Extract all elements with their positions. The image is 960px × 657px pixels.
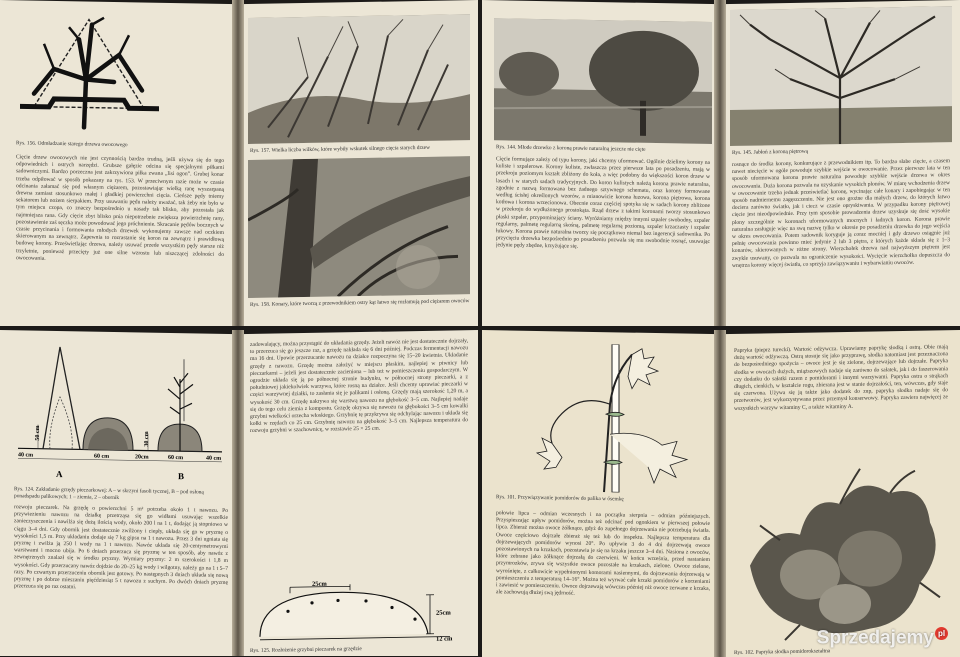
right-page xyxy=(240,0,478,326)
spread-crown-forms xyxy=(482,0,960,326)
photo-tree-sprouts xyxy=(248,14,470,144)
mushroom-bed-drawing xyxy=(8,336,232,490)
dim-label: 12 cm xyxy=(436,635,453,643)
body-text: rozwoju pieczarek. Na grzędę o powierzchni 5 m² potrzeba około 1 t nawozu. Po przywiezieniu nawozu na działkę przetrząsa się go widłami usuwając wszelkie zanieczyszczenia i nawilża się dużą ilością wody, około 200 l na 1 t, dodając ją stopniowo w ciągu 3–4 dni. Gdy obornik jest dostatecznie zwilżony i ciepły, układa się go w pryzmę o wysokości 1,5 m. Przy układaniu dodaje się 7 kg gipsu na 1 t nawozu. Przez 3 dni ugniata się pryzmę i zwilża ją 250 l wody na 1 t nawozu. Nawóz układa się 20-centymetrowymi warstwami i mocno ubija. Po 6 dniach przerzuca się pryzmę w ten sposób, aby nawóz z zewnętrznych znalazł się w środku pryzmy. Wymiary pryzmy: 2 m szerokości i 1,8 m wysokości. Gdy przerzucany nawóz dojdzie do 20–25 kg wody i wilgotny, należy go na 1 t 5–7 razy. Po czwartym przerzuceniu obornik jest gotowy. Po następnych 3 dniach układa się nową pryzmę i po dobrze mieszaniu pięćdziesiąt 5 t nawozu z suchym. Po dwóch dniach pryzmę przerzuca się po raz ostatni. xyxy=(14,504,228,591)
figure-caption: Rys. 125. Rozłożenie grzybni pieczarek na grzędzie xyxy=(250,646,362,654)
photo-tiered-apple-tree-svg xyxy=(730,6,952,146)
tomato-tying-svg xyxy=(492,342,714,494)
figure-caption: Rys. 144. Młode drzewko z koroną prawie naturalną jeszcze nie cięte xyxy=(496,144,646,153)
spread-mushroom-beds xyxy=(0,330,478,656)
photo-broken-branches xyxy=(248,156,470,298)
right-page xyxy=(722,330,960,657)
right-page xyxy=(240,330,478,656)
photo-broken-branches-svg xyxy=(248,156,470,298)
book-gutter xyxy=(232,330,244,656)
photo-young-tree xyxy=(494,18,712,144)
dim-label: 60 cm xyxy=(94,453,110,460)
figure-caption: Rys. 145. Jabłoń z koroną piętrową xyxy=(732,148,808,156)
dim-label: 25cm xyxy=(312,580,327,588)
figure-caption: Rys. 124. Zakładanie grzędy pieczarkowej: A – w skrzyni fasoli tycznej, B – pod osłoną ponadspadu palikowych; 1 – ziemia, 2 – obornik xyxy=(14,486,204,501)
photo-sweet-pepper xyxy=(740,462,948,648)
mushroom-bed-svg xyxy=(8,336,232,490)
tomato-tying-drawing xyxy=(492,342,714,494)
photo-tree-sprouts-svg xyxy=(248,14,470,144)
dim-label: 50 cm xyxy=(35,425,41,441)
dim-label: 40 cm xyxy=(205,455,222,462)
body-text: zadowalający, można przystąpić do układania grzędy. Jeżeli nawóz nie jest dostatecznie dojrzały, to przerzuca się go jeszcze raz, a grzędę nakłada się 6 dni później. Podczas fermentacji nawozu ma 16 dni. Upowie przerzucanie nawozu na działce rozpoczyna się 15–20 kwietnia. Układanie grzędy z nawozu. Grzędę można założyć w miejscu płaskim, najlepiej w piwnicy lub pieczarkarni – jeżeli jest dostatecznie zacieniona – lub też w pomieszczeniu gospodarczym. W ogrodzie układa się ją po północnej stronie budynku, w północnej strony pieczarki, a z południowej jakiekolwiek warzywa, które rosną na działce. Jeśli chcemy uprawiać pieczarki w części warzywnej działki, to zasłania się je palikami i osłoną. Grzędy mają szerokość 1,20 m, a wysokość 30 cm. Grzędę nakrywa się warstwą nawozu na głębokość 3–5 cm. Najlepiej nadaje się do tego celu ziemia z kompostu. Grzędę okrywa się nawozu na głębokości 3–5 cm kowalki grzybni wielkości orzecha włoskiego. Grzybnię tę przykrywa się odchylając nawozu i układa się kołki w rzędach co 25 cm. Grzybnię nawozu na głębokość 3–5 cm. Najlepsza temperatura do rozwoju grzybni w szachownicę, w rozstawie 25 × 25 cm. xyxy=(250,338,468,435)
spread-tomatoes-peppers xyxy=(482,330,960,657)
left-page xyxy=(0,330,236,656)
mycelium-bed-svg xyxy=(250,578,472,650)
body-text: Cięcie drzew owocowych nie jest czynnością bardzo trudną, jeśli używa się do tego odpowiednich i ostrych narzędzi. Grubsze gałęzie odcina się specjalnymi piłkami sadowniczymi. Bardzo porzeczna jest zakrzywiona piłka zwana „lisi ogon”. Grubej konar trzeba odpiłować w sposób pokazany na rys. 153. W przeciwnym razie może w czasie odcinania załamać się pod własnym ciężarem, pozostawiając wielką ranę wyszarpaną drewna zamiast stosunkowo małej i gładkiej powierzchni cięcia. Cieńsze pędy tniemy sekatorem lub nożem sierpakiem. Przy usuwaniu pędu należy uważać, tak żeby nie było w tym miejscu czopa, co znaczy bezpośrednio u nasady tak blisko, aby pozostała jak najmniejsza rana. Gdy cięcie zbyt blisko pnia niepotrzebnie zwiększa powierzchnię rany, pozostawienie zaś sęczka może powodować jego próchnienie. Skracanie pędów bocznych w czasie przycinania i formowania młodych drzewek wykonujemy zawsze nad oczkiem skierowanym na zewnątrz. Zapewnia to rozrastanie się koron na zewnątrz i prawidłową budowę korony. Prześwietlając drzewa, należy usuwać przede wszystkim pędy starsze niż trzyletnie, ponieważ przecięty już one silne wzrostu lub niszczącej zdolności do owocowania. xyxy=(16,154,224,262)
tree-rejuvenation-drawing xyxy=(14,8,164,131)
dim-label: 60 cm xyxy=(168,454,184,462)
left-page xyxy=(482,0,718,326)
figure-caption: Rys. 157. Wielka liczba wilków, które wybiły wskutek silnego cięcia starych drzew xyxy=(250,144,430,154)
right-page xyxy=(722,0,960,326)
dim-label: 25cm xyxy=(436,609,451,617)
figure-caption: Rys. 156. Odmładzanie starego drzewa owocowego xyxy=(16,140,128,149)
mycelium-bed-drawing xyxy=(250,578,472,650)
body-text: połowie lipca – odmian wczesnych i na początku sierpnia – odmian późniejszych. Przyspieszając upływ pomidorów, można też odcinać pod ogonkiem w pierwszej połowie lipca. Zbieraż można owoce żółknące, gdyż do zupełnego dojrzewania nie potrzebują światła. Owoce częściowo dojrzałe zbieraż się też lub do inspektu. Najlepsza temperatura dla dojrzewających pomidorów wynosi 20°. Po upływie 3 do 4 dni dojrzewają owoce pozostawionych na krzakach, pozostawia je się na krzaku jeszcze 3–4 dni. Nasiona z owoców, które zebrane jako żółknące dojrzałą do czerwieni. W końcu września, przed nastaniem przymrozków, zrywa się wszystkie owoce pozostałe na krzakach, zielone. Owoce zielone, wyrośnięte, z całkowicie wypełnionymi komorami nasiennymi, do dojrzewania dojrzewają w pomieszczeniu z temperaturą 14–16°. Można też wyrwać całe krzaki pomidorów z korzeniami i zawiesić w pomieszczeniu. Owoce dojrzewają wówczas później niż owoce zerwane z krzaka, ale zachowują dłużej swą jędrność. xyxy=(496,510,710,597)
dim-label: 40 cm xyxy=(18,452,34,459)
book-gutter xyxy=(232,0,244,326)
dim-label: 30 cm xyxy=(144,431,150,447)
body-text: rosnące do środka korony, konkurujące z przewodnikiem itp. To bardzo słabe cięcie, a czasem nawet niecięcie w ogóle powoduje szybkie wejście w owocowanie. Przez pierwsze lata w ten sposób uformowana korona prawie naturalna powoduje szybkie wejście drzewa w okres owocowania. Duża korona pozwala na uzyskanie wysokich plonów. W miarę wchodzenia drzew w owocowanie trzeba jednak prześwietlać koronę, wycinając całe konary i zapobiegając w ten sposób nadmiernemu zagęszczeniu. Nie jest ono groźne dla małych drzew, do których łatwo dociera zarówno światło, jak i ciecz w czasie opryskiwania. W przypadku korony piętrowej cięcie jest nieodpowiednie. Przy tym sposobie prowadzenia drzew uzyskuje się dość wysokie plony szczególnie w koronach uformowanych mocnych i ładnych koron. Korona prawie naturalna zasługuje więc na swą nazwę tylko w okresie po posadzeniu drzewka do jego wejścia w okres owocowania. Potem sadownik koryguje ją coraz mocniej i gdy drzewo osiągnie już pełnię owocowania powinno mieć jedynie 2 lub 3 piętra, z których każde składa się z 1–3 konarów, skierowanych w różne strony. Wierzchołek drzewa nad najwyższym piętrem jest zwykle usuwany, co pozwala na ograniczenie wysokości. Wycięcie wierzchołka dopuszcza do wnętrza korony więcej światła, co sprzyja zawiązywaniu i wybarwianiu owoców. xyxy=(732,158,950,269)
photo-sweet-pepper-svg xyxy=(740,462,948,648)
spread-pruning-old-trees xyxy=(0,0,478,326)
watermark-logo xyxy=(817,627,948,649)
fig-label-a: A xyxy=(55,468,63,480)
figure-caption: Rys. 101. Przywiązywanie pomidorów do palika w ósemkę xyxy=(496,494,624,503)
left-page xyxy=(482,330,718,657)
dim-label: 20cm xyxy=(135,454,149,461)
fig-label-b: B xyxy=(178,471,185,482)
photo-tiered-apple-tree xyxy=(730,6,952,146)
figure-caption: Rys. 158. Konary, które tworzą z przewodnikiem ostry kąt łatwo się rozłamują pod ciężarem owoców xyxy=(250,298,470,308)
left-page xyxy=(0,0,236,326)
body-text: Papryka (pieprz turecki). Wartość odżywcza. Uprawiamy paprykę słodką i ostrą. Obie mają dużą wartość odżywczą. Ostrą stosuje się jako przyprawę, słodka natomiast jest przeznaczona do bezpośredniego spożycia – owoce jest je się zielone, dojrzewające lub dojrzałe. Papryka słodka w owocach dużych, miąższowych nadaje się zarówno do sałatek, jak i do faszerowania czy dodatku do sałatki razem z pomidorami i innymi warzywami. Papryka ostra o strąkach długich, cienkich, w kształcie rogu, zbierana jest w stanie dojrzałości, ten, wówczas, gdy staje się czerwona. Używa się ją także jako dodatek do zup, papryka słodka nadaje się do przetworów, jest wykorzystywana przez przemysł konserwowy. Papryka zawiera najwięcej ze wszystkich warzyw witaminy C, a także witaminy A. xyxy=(734,344,948,412)
figure-caption: Rys. 102. Papryka słodka pomidorokształtna xyxy=(734,648,831,656)
photo-young-tree-svg xyxy=(494,18,712,144)
watermark-suffix: pl xyxy=(935,627,948,640)
book-gutter xyxy=(714,0,726,326)
book-gutter xyxy=(714,330,726,657)
body-text: Cięcie formujące zależy od typu korony, jaki chcemy uformować. Ogólnie dzielimy korony na kuliste i szpalerowe. Korony kuliste, zwłaszcza przez pierwsze lata po posadzeniu, mają w przekroju poziomym kształt zbliżony do koła, a więc podobny do większości koron drzew w lasach i w starych sadach tradycyjnych. Do koron kulistych należą korona prawie naturalna, zgodnie z nazwą formowana bez żadnego sztywnego schematu, oraz korony formowane według ścisłej określonych wzorów, a mianowicie korona łuzowa, korona piętrowa, korona kotłowa i korona wrzecionowa. Obecnie coraz częściej spotyka się w sadach korony zbliżone w przekroju do wydłużonego prostokąta. Rząd drzew z takimi koronami tworzy stosunkowo płaski szpaler, przypominający ściany. Wyróżniamy między innymi szpaler swobodny, szpaler regularny, palmetę regularną skośną, palmetę regularną poziomą, szpaler krzaczasty i szpaler łukowy. Korona prawie naturalna tworzy się początkowo niemal bez ingerencji sadownika. Po przycięciu drzewka bezpośrednio po posadzeniu pozwala się mu swobodnie rosnąć, usuwając jedynie pędy zbędne, krzyżujące się. xyxy=(496,156,710,251)
watermark-text: Sprzedajemy xyxy=(816,627,934,648)
tree-rejuvenation-svg xyxy=(14,8,164,131)
